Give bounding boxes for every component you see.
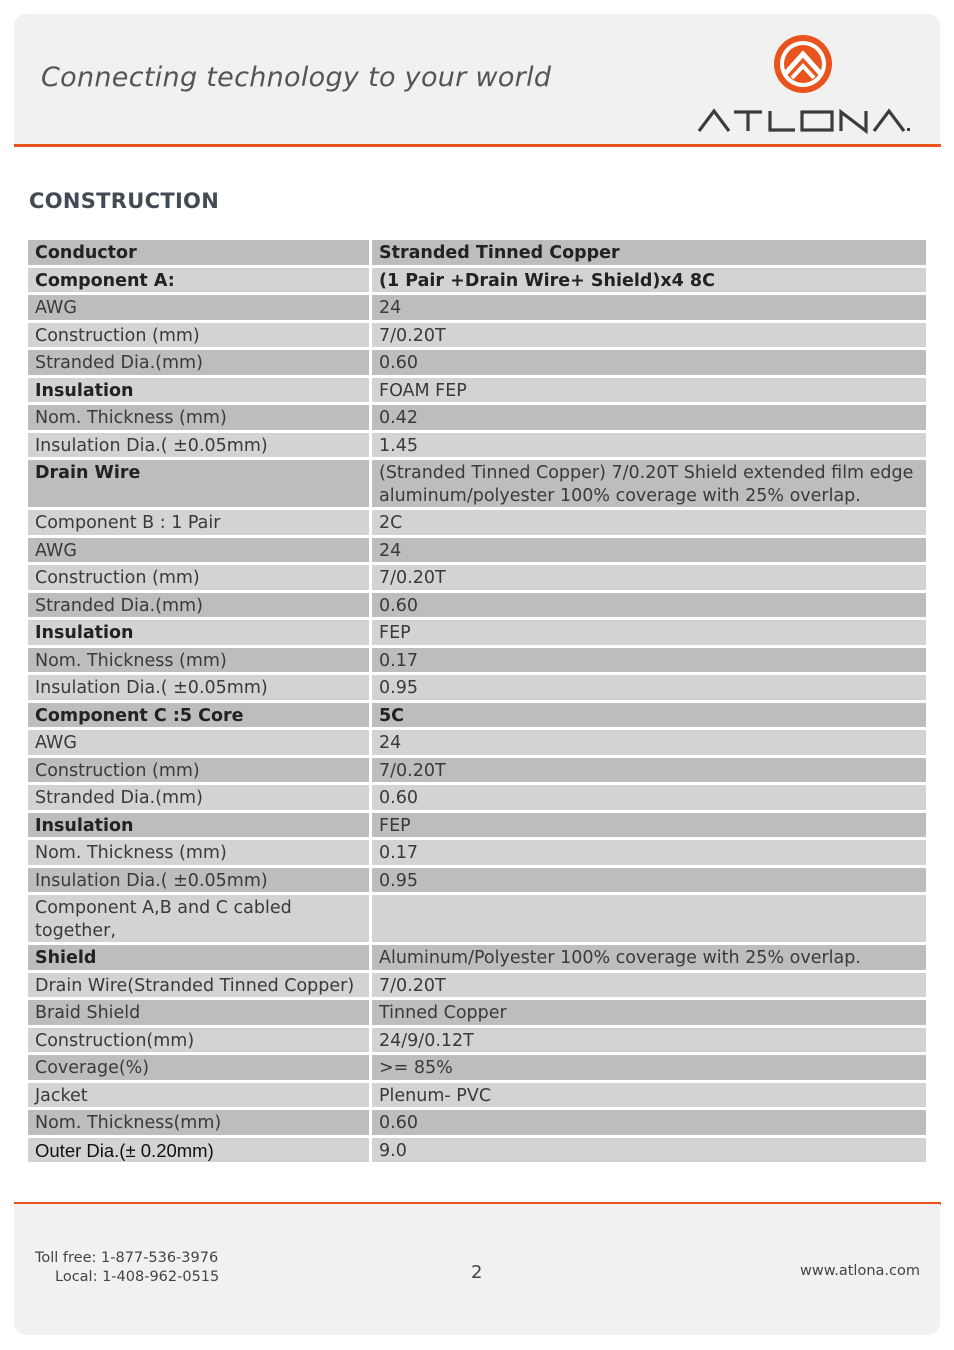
row-label: AWG [28,538,372,563]
row-label: Component B : 1 Pair [28,510,372,535]
row-label: Insulation Dia.( ±0.05mm) [28,433,372,458]
row-label: Jacket [28,1083,372,1108]
row-label: Stranded Dia.(mm) [28,785,372,810]
row-value: Plenum- PVC [372,1083,926,1108]
atlona-logo [694,34,916,134]
table-row [28,1138,926,1163]
row-value: 24/9/0.12T [372,1028,926,1053]
row-value: 0.42 [372,405,926,430]
row-value: 0.17 [372,840,926,865]
row-label: Nom. Thickness(mm) [28,1110,372,1135]
row-value: FOAM FEP [372,378,926,403]
table-row [28,785,926,810]
row-label: Construction (mm) [28,565,372,590]
row-value: 0.95 [372,868,926,893]
table-row [28,703,926,728]
row-label: Insulation [28,620,372,645]
page-number: 2 [471,1262,483,1283]
table-row [28,730,926,755]
table-row [28,1110,926,1135]
row-value: 0.60 [372,593,926,618]
row-value: Aluminum/Polyester 100% coverage with 25% overlap. [372,945,926,970]
header-rule [14,144,941,147]
row-label: Insulation Dia.( ±0.05mm) [28,675,372,700]
table-row [28,813,926,838]
row-value: 24 [372,730,926,755]
tagline: Connecting technology to your world [41,62,552,93]
table-row [28,675,926,700]
row-value: 0.95 [372,675,926,700]
row-label: Outer Dia.(± 0.20mm) [28,1138,372,1163]
row-label: Coverage(%) [28,1055,372,1080]
row-label: Component C :5 Core [28,703,372,728]
table-row [28,840,926,865]
row-label: Braid Shield [28,1000,372,1025]
row-label: Drain Wire(Stranded Tinned Copper) [28,973,372,998]
row-value: (1 Pair +Drain Wire+ Shield)x4 8C [372,268,926,293]
row-value: 2C [372,510,926,535]
row-value: 9.0 [372,1138,926,1163]
row-value: 24 [372,295,926,320]
row-value: 7/0.20T [372,973,926,998]
table-row [28,895,926,942]
table-row [28,1000,926,1025]
table-row [28,460,926,507]
row-value: FEP [372,620,926,645]
row-value: 1.45 [372,433,926,458]
row-value: (Stranded Tinned Copper) 7/0.20T Shield extended film edge aluminum/polyester 100% coverage with 25% overlap. [372,460,926,507]
table-row [28,350,926,375]
construction-table [28,237,926,1165]
row-value: 7/0.20T [372,323,926,348]
row-value [372,895,926,942]
toll-free-phone: Toll free: 1-877-536-3976 [35,1250,219,1266]
row-label: Insulation [28,813,372,838]
construction-table-body [28,240,926,1162]
row-value: Tinned Copper [372,1000,926,1025]
row-label: Construction (mm) [28,323,372,348]
row-value: 7/0.20T [372,565,926,590]
row-value: Stranded Tinned Copper [372,240,926,265]
row-value: 0.60 [372,1110,926,1135]
table-row [28,565,926,590]
row-label: Component A: [28,268,372,293]
row-label: AWG [28,295,372,320]
atlona-logo-mark-icon [773,34,833,94]
row-label: Component A,B and C cabled together, [28,895,372,942]
table-row [28,295,926,320]
website-link[interactable]: www.atlona.com [800,1263,920,1279]
table-row [28,405,926,430]
table-row [28,1055,926,1080]
row-label: Nom. Thickness (mm) [28,840,372,865]
row-value: 0.60 [372,785,926,810]
row-label: Insulation Dia.( ±0.05mm) [28,868,372,893]
row-value: 24 [372,538,926,563]
row-value: 0.17 [372,648,926,673]
row-value: >= 85% [372,1055,926,1080]
table-row [28,378,926,403]
table-row [28,593,926,618]
row-label: Nom. Thickness (mm) [28,648,372,673]
table-row [28,268,926,293]
row-label: AWG [28,730,372,755]
table-row [28,868,926,893]
row-label: Shield [28,945,372,970]
row-label: Stranded Dia.(mm) [28,350,372,375]
row-value: FEP [372,813,926,838]
row-label: Construction(mm) [28,1028,372,1053]
row-value: 5C [372,703,926,728]
table-row [28,620,926,645]
table-row [28,973,926,998]
table-row [28,538,926,563]
row-label: Drain Wire [28,460,372,507]
table-row [28,945,926,970]
row-label: Conductor [28,240,372,265]
table-row [28,648,926,673]
atlona-wordmark-icon [696,105,914,135]
row-label: Stranded Dia.(mm) [28,593,372,618]
table-row [28,1028,926,1053]
row-value: 0.60 [372,350,926,375]
table-row [28,510,926,535]
table-row [28,433,926,458]
row-label: Nom. Thickness (mm) [28,405,372,430]
local-phone: Local: 1-408-962-0515 [55,1269,220,1285]
row-value: 7/0.20T [372,758,926,783]
table-row [28,240,926,265]
table-row [28,323,926,348]
table-row [28,758,926,783]
row-label: Construction (mm) [28,758,372,783]
table-row [28,1083,926,1108]
section-title: CONSTRUCTION [29,189,220,213]
row-label: Insulation [28,378,372,403]
